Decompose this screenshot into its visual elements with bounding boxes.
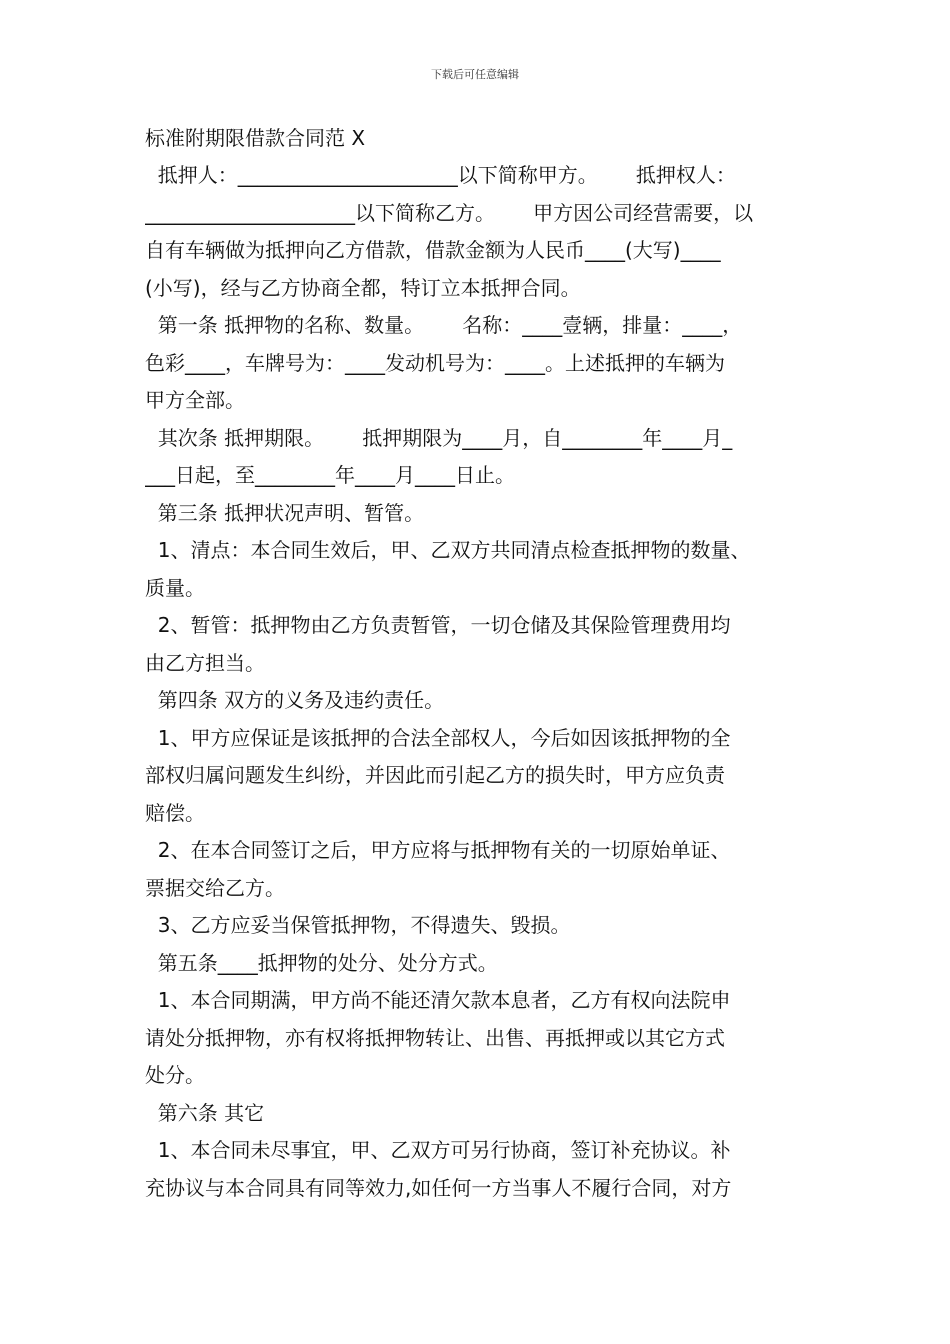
text-line: 充协议与本合同具有同等效力,如任何一方当事人不履行合同，对方 xyxy=(145,1175,732,1200)
text-line: 处分。 xyxy=(145,1063,205,1087)
text-line: 甲方全部。 xyxy=(145,388,245,412)
text-line: _____________________以下简称乙方。 甲方因公司经营需要，以 xyxy=(145,200,754,225)
page-header-note: 下载后可任意编辑 xyxy=(431,68,519,81)
text-line: 1、本合同期满，甲方尚不能还清欠款本息者，乙方有权向法院申 xyxy=(145,988,731,1012)
text-line: 请处分抵押物，亦有权将抵押物转让、出售、再抵押或以其它方式 xyxy=(145,1025,725,1050)
document-title: 标准附期限借款合同范 X xyxy=(145,126,366,150)
text-line: 赔偿。 xyxy=(145,800,205,825)
text-line: 第一条 抵押物的名称、数量。 名称：____壹辆，排量：____， xyxy=(145,313,743,337)
text-line: (小写)，经与乙方协商全都，特订立本抵押合同。 xyxy=(145,275,581,300)
text-line: 色彩____，车牌号为：____发动机号为：____。上述抵押的车辆为 xyxy=(145,350,725,375)
text-line: 2、在本合同签订之后，甲方应将与抵押物有关的一切原始单证、 xyxy=(145,838,731,862)
contract-body xyxy=(145,157,813,1207)
text-line: 质量。 xyxy=(145,575,205,600)
text-line: 第五条____抵押物的处分、处分方式。 xyxy=(145,950,498,975)
text-line: 第四条 双方的义务及违约责任。 xyxy=(145,688,445,712)
text-line: 1、本合同未尽事宜，甲、乙双方可另行协商，签订补充协议。补 xyxy=(145,1138,731,1162)
text-line: 部权归属问题发生纠纷，并因此而引起乙方的损失时，甲方应负责 xyxy=(145,763,725,787)
text-line: 票据交给乙方。 xyxy=(145,875,285,900)
text-line: ___日起，至________年____月____日止。 xyxy=(145,463,515,487)
text-line: 其次条 抵押期限。 抵押期限为____月，自________年____月_ xyxy=(145,425,733,450)
text-line: 1、甲方应保证是该抵押的合法全部权人，今后如因该抵押物的全 xyxy=(145,725,731,750)
text-line: 自有车辆做为抵押向乙方借款，借款金额为人民币____(大写)____ xyxy=(145,238,721,262)
text-line: 1、清点：本合同生效后，甲、乙双方共同清点检查抵押物的数量、 xyxy=(145,538,751,562)
text-line: 由乙方担当。 xyxy=(145,650,265,675)
text-line: 抵押人：______________________以下简称甲方。 抵押权人： xyxy=(145,163,736,187)
text-line: 第六条 其它 xyxy=(145,1100,265,1125)
text-line: 2、暂管：抵押物由乙方负责暂管，一切仓储及其保险管理费用均 xyxy=(145,613,731,637)
text-line: 3、乙方应妥当保管抵押物，不得遗失、毁损。 xyxy=(145,913,571,937)
text-line: 第三条 抵押状况声明、暂管。 xyxy=(145,500,425,525)
